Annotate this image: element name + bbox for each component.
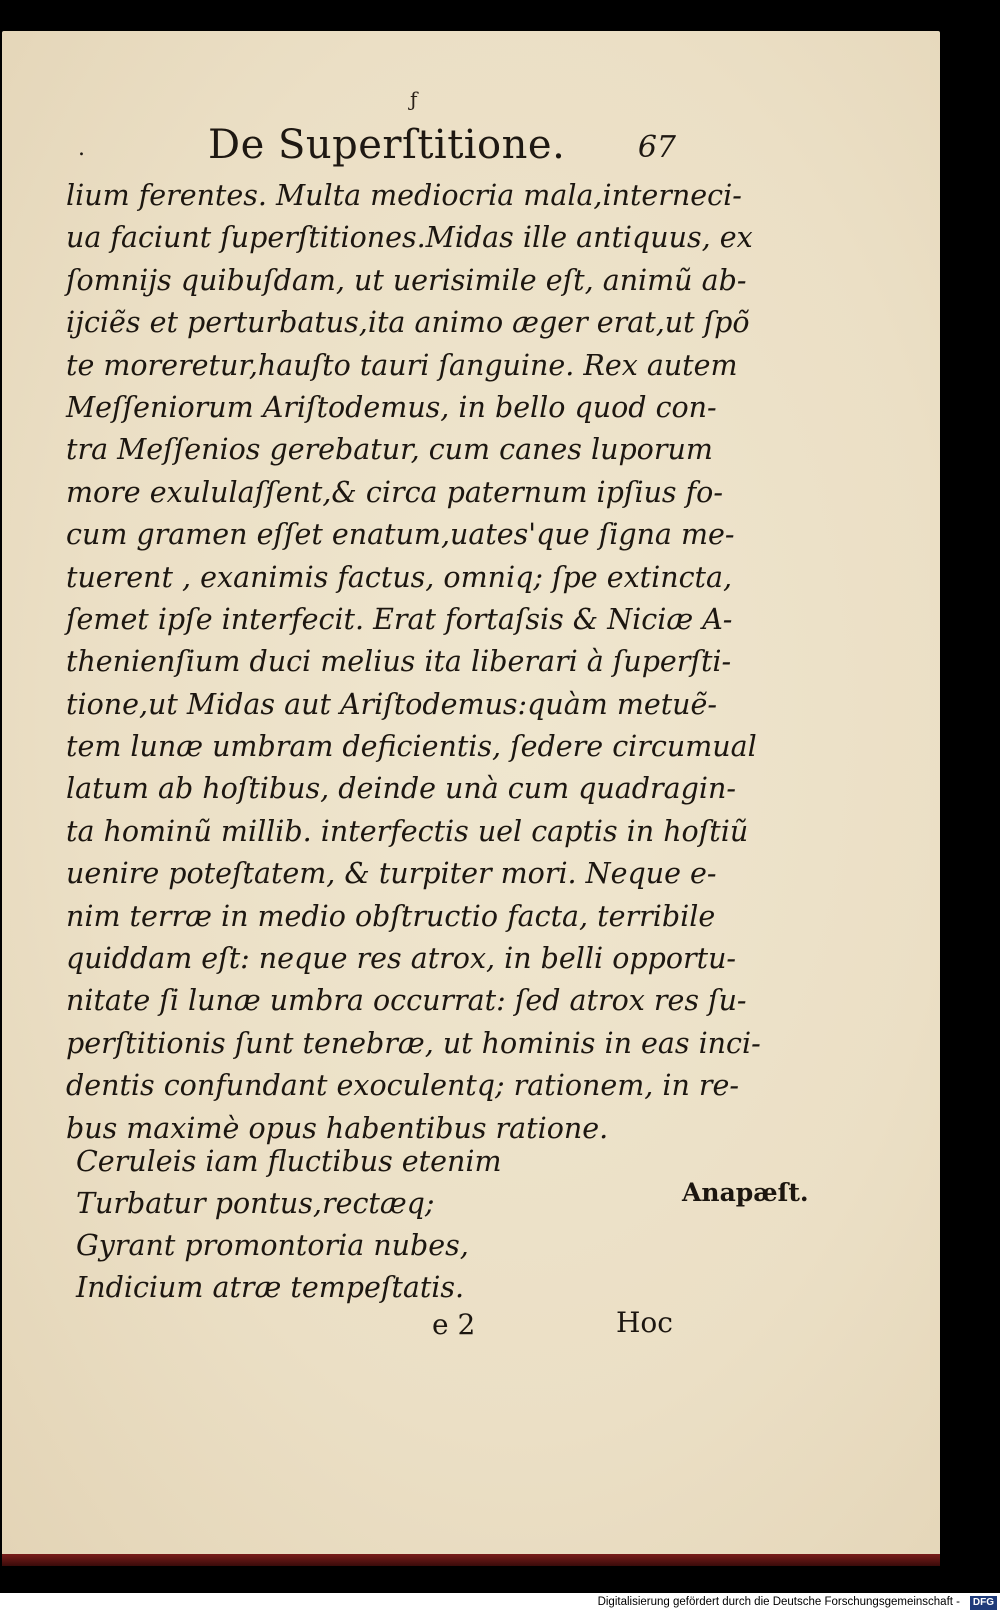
- folio-number: 67: [637, 130, 676, 165]
- text-line: latum ab hoſtibus, deinde unà cum quadragin-: [66, 772, 736, 806]
- verse-line: Ceruleis iam fluctibus etenim: [76, 1145, 502, 1178]
- text-line: thenienſium duci melius ita liberari à ſuperſti-: [66, 645, 732, 679]
- text-line: tione,ut Midas aut Ariſtodemus:quàm metuẽ-: [66, 687, 718, 721]
- page-edge: [2, 1554, 940, 1566]
- text-line: ſomnijs quibuſdam, ut uerisimile eſt, animũ ab-: [66, 263, 747, 297]
- text-line: more exululaſſent,& circa paternum ipſius fo-: [66, 475, 723, 509]
- catchword: Hoc: [616, 1306, 673, 1339]
- body-text: [66, 175, 761, 1150]
- text-line: dentis confundant exoculentq; rationem, in re-: [66, 1069, 740, 1103]
- margin-note: Anapæſt.: [682, 1178, 809, 1207]
- verse-line: Turbatur pontus,rectæq;: [76, 1187, 435, 1220]
- verse-line: Indicium atræ tempeſtatis.: [76, 1271, 465, 1304]
- text-line: te moreretur,hauſto tauri ſanguine. Rex autem: [66, 348, 738, 382]
- text-line: nim terræ in medio obſtructio facta, terribile: [66, 899, 716, 933]
- dfg-logo: DFG: [970, 1596, 997, 1610]
- text-line: tem lunæ umbram deficientis, ſedere circumual: [66, 730, 757, 764]
- running-head: [78, 122, 676, 182]
- footer-credit: Digitalisierung gefördert durch die Deutsche Forschungsgemeinschaft -: [597, 1596, 960, 1608]
- running-head-title: De Superſtitione.: [208, 122, 566, 168]
- text-line: uenire poteſtatem, & turpiter mori. Neque e-: [66, 857, 717, 891]
- text-line: tra Meſſenios gerebatur, cum canes luporum: [66, 433, 713, 467]
- text-line: nitate ſi lunæ umbra occurrat: ſed atrox res ſu-: [66, 984, 747, 1018]
- text-line: ijciẽs et perturbatus,ita animo æger erat,ut ſpõ: [66, 306, 750, 340]
- text-line: tuerent , exanimis factus, omniq; ſpe extincta,: [66, 560, 733, 594]
- signature-mark: e 2: [432, 1308, 476, 1341]
- digitization-footer: [0, 1593, 1000, 1615]
- text-line: ſemet ipſe interfecit. Erat fortaſsis & Niciæ A-: [66, 602, 733, 636]
- verse-quotation: [76, 1141, 501, 1309]
- text-line: lium ferentes. Multa mediocria mala,interneci-: [66, 179, 742, 212]
- text-line: quiddam eſt: neque res atrox, in belli opportu-: [66, 942, 737, 976]
- running-head-dot: .: [78, 136, 85, 161]
- text-line: Meſſeniorum Ariſtodemus, in bello quod con-: [66, 390, 717, 424]
- text-line: cum gramen eſſet enatum,uates'que ſigna me-: [66, 518, 735, 552]
- text-line: ta hominũ millib. interfectis uel captis in hoſtiũ: [66, 814, 749, 848]
- text-line: perſtitionis ſunt tenebræ, ut hominis in eas inci-: [66, 1026, 761, 1060]
- ink-mark: ƒ: [410, 87, 418, 111]
- text-line: bus maximè opus habentibus ratione.: [66, 1111, 609, 1145]
- text-line: ua faciunt ſuperſtitiones.Midas ille antiquus, ex: [66, 221, 753, 255]
- verse-line: Gyrant promontoria nubes,: [76, 1229, 469, 1262]
